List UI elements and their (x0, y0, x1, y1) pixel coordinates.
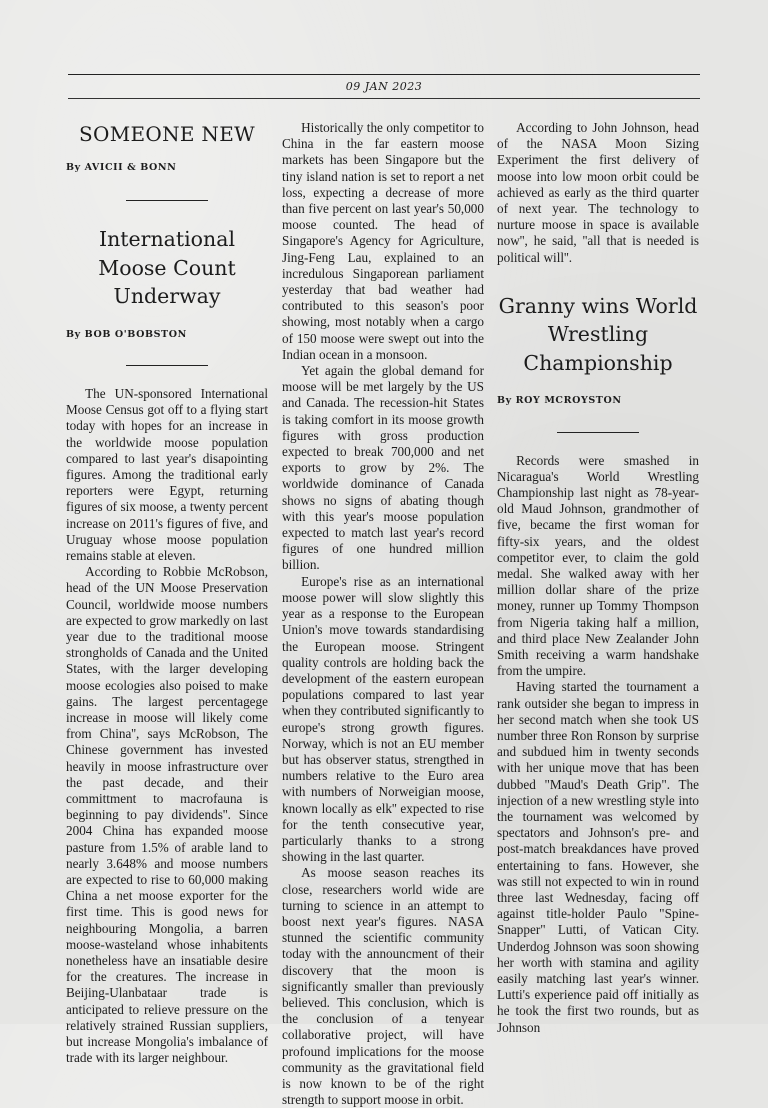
divider-rule (126, 365, 208, 366)
article-paragraph: Records were smashed in Nicaragua's World Wrestling Championship last night as 78-year-old Maud Johnson, grandmother of five, became the first woman for fifty-six years, and the oldest competitor ever, to claim the gold medal. She walked away with her million dollar share of the prize money, runner up Tommy Thompson from Nigeria taking half a million, and third place New Zealander John Smith receiving a warm handshake from the umpire. (497, 452, 699, 679)
section-kicker: SOMEONE NEW (79, 122, 255, 146)
wrestling-headline: Granny wins World Wrestling Championship (498, 293, 698, 375)
masthead-top-rule (68, 74, 700, 75)
issue-date: 09 JAN 2023 (345, 80, 423, 93)
divider-rule (126, 200, 208, 201)
moose-byline: By BOB O'BOBSTON (66, 328, 187, 340)
article-paragraph: According to John Johnson, head of the NASA Moon Sizing Experiment the first delivery of moose into low moon orbit could be achieved as early as the third quarter of next year. The technology to nurture moose in space is available now'', he said, ''all that is needed is political will''. (497, 120, 699, 265)
article-paragraph: Having started the tournament a rank outsider she began to impress in her second match when she took US number three Ron Ronson by surprise and subdued him in twenty seconds with her unique move that has been dubbed "Maud's Death Grip". The injection of a new wrestling style into the tournament was welcomed by spectators and Johnson's pre- and post-match breakdances have proved entertaining to fans. However, she was still not expected to win in round three last Wednesday, facing off against title-holder Paulo "Spine-Snapper" Lutti, of Vatican City. Underdog Johnson was soon showing her worth with stamina and agility easily matching last year's winner. Lutti's experience paid off initially as he took the first two rounds, but as Johnson (497, 679, 699, 1035)
column-3 (497, 120, 699, 1035)
masthead-bottom-rule (68, 98, 700, 99)
article-paragraph: The UN-sponsored International Moose Census got off to a flying start today with hopes for an increase in the worldwide moose population compared to last year's disapointing figures. Among the traditional early reporters were Egypt, returning figures of six moose, a twenty percent increase on 2011's figures of five, and Uruguay whose moose population remains stable at eleven. (66, 385, 268, 563)
column-1 (66, 120, 268, 1066)
article-paragraph: Europe's rise as an international moose power will slow slightly this year as a response to the European Union's move towards standardising the European moose. Stringent quality controls are holding back the development of the eastern european populations compared to last year when they contributed significantly to europe's strong growth figures. Norway, which is not an EU member but has observer status, strengthed in numbers relative to the Euro area with numbers of Norweigian moose, known locally as elk'' expected to rise for the tenth consecutive year, particularly thanks to a strong showing in the last quarter. (282, 573, 484, 865)
article-paragraph: As moose season reaches its close, researchers world wide are turning to science in an attempt to boost next year's figures. NASA stunned the scientific community today with the announcment of their discovery that the moon is significantly smaller than previously believed. This conclusion, which is the conclusion of a tenyear collaborative project, will have profound implications for the moose community as the gravitational field is now known to be of the right strength to support moose in orbit. (282, 865, 484, 1108)
article-paragraph: Yet again the global demand for moose will be met largely by the US and Canada. The recession-hit States is taking comfort in its moose growth figures with gross production expected to break 700,000 and net exports to grow by 2%. The worldwide dominance of Canada shows no signs of abating though with this year's moose population expected to match last year's record figures of one hundred million billion. (282, 363, 484, 573)
wrestling-byline: By ROY MCROYSTON (497, 395, 622, 407)
divider-rule (557, 432, 639, 433)
moose-headline: International Moose Count Underway (98, 227, 236, 309)
kicker-byline: By AVICII & BONN (66, 162, 177, 173)
column-2 (282, 120, 484, 1108)
article-paragraph: Historically the only competitor to China in the far eastern moose markets has been Singapore but the tiny island nation is set to report a net loss, expecting a decrease of more than five percent on last year's 50,000 moose counted. The head of Singapore's Agency for Agriculture, Jing-Feng Lau, explained to an incredulous Singaporean parliament yesterday that bad weather had contributed to this season's poor showing, most notably when a cargo of 150 moose were swept out into the Indian ocean in a monsoon. (282, 120, 484, 362)
article-paragraph: According to Robbie McRobson, head of the UN Moose Preservation Council, worldwide moose numbers are expected to grow markedly on last year due to the traditional moose strongholds of Canada and the United States, with the larger developing moose ecologies also poised to make gains. The largest percentagege increase in moose will likely come from China'', says McRobson, The Chinese government has invested heavily in moose infrastructure over the past decade, and their committment to macrofauna is beginning to pay dividends''. Since 2004 China has expanded moose pasture from 1.5% of arable land to nearly 3.648% and moose numbers are expected to rise to 60,000 making China a net moose exporter for the first time. This is good news for neighbouring Mongolia, a barren moose-wasteland whose inhabitents nonetheless have an insatiable desire for the creatures. The increase in Beijing-Ulanbataar trade is anticipated to relieve pressure on the relatively strained Russian suppliers, but increase Mongolia's imbalance of trade with its larger neighbour. (66, 564, 268, 1066)
